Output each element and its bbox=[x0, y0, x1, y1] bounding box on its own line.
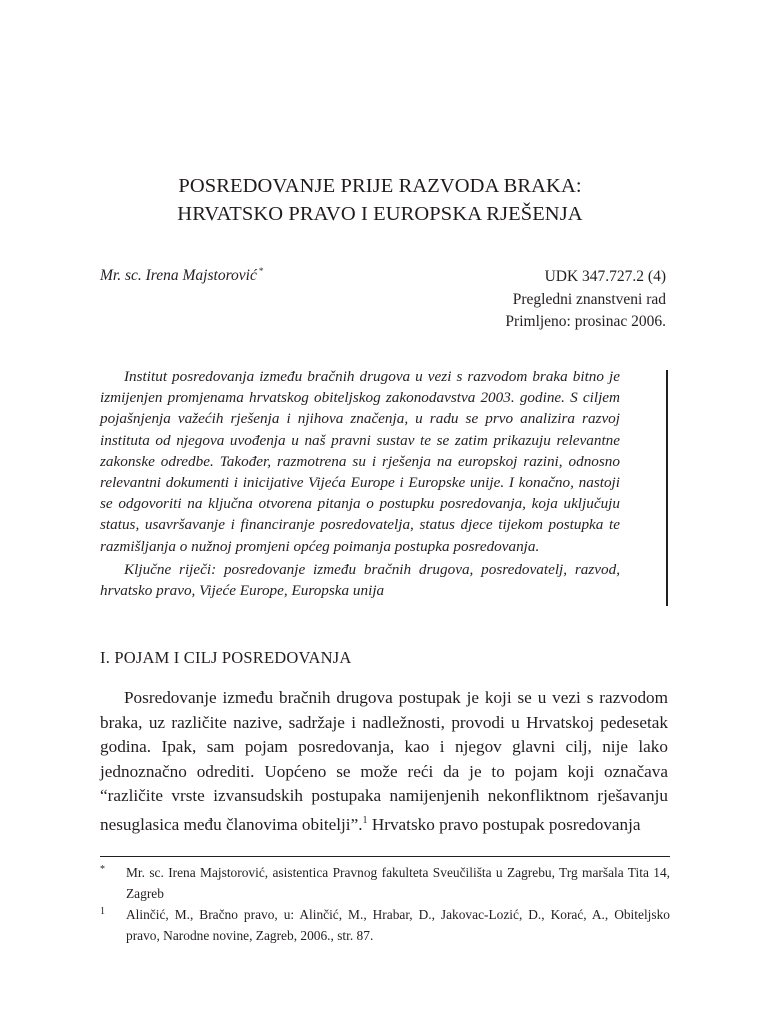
abstract bbox=[100, 366, 620, 601]
footnote-author bbox=[100, 862, 670, 904]
body-paragraph-continuation: Hrvatsko pravo postupak posredovanja bbox=[367, 814, 641, 834]
abstract-side-rule bbox=[666, 370, 668, 606]
author-name: Mr. sc. Irena Majstorović bbox=[100, 267, 257, 284]
footnote-text: Mr. sc. Irena Majstorović, asistentica Pravnog fakulteta Sveučilišta u Zagrebu, Trg maršala Tita 14, Zagreb bbox=[126, 865, 670, 901]
body-paragraph-text: Posredovanje između bračnih drugova postupak je koji se u vezi s razvodom braka, uz različite nazive, sadržaje i nadležnosti, provodi u Hrvatskoj pedesetak godina. Ipak, sam pojam posredovanja, kao i njegov glavni cilj, nije lako jednoznačno odrediti. Uopćeno se može reći da je to pojam koji označava “različite vrste izvansudskih postupaka namijenjenih nekonfliktnom rješavanju nesuglasica među članovima obitelji”. bbox=[100, 688, 668, 834]
footnote-1 bbox=[100, 904, 670, 946]
udk-code: UDK 347.727.2 (4) bbox=[544, 268, 666, 285]
body-paragraph bbox=[100, 686, 668, 838]
article-title-line-1: POSREDOVANJE PRIJE RAZVODA BRAKA: bbox=[178, 175, 582, 197]
article-metadata bbox=[505, 266, 666, 334]
paper-type: Pregledni znanstveni rad bbox=[512, 290, 666, 308]
footnotes bbox=[100, 862, 670, 946]
body-text bbox=[100, 686, 668, 838]
section-heading: I. POJAM I CILJ POSREDOVANJA bbox=[100, 648, 352, 667]
footnote-mark: * bbox=[100, 864, 105, 875]
author-footnote-marker: * bbox=[258, 266, 264, 276]
author-line bbox=[100, 266, 263, 285]
article-title bbox=[90, 172, 670, 228]
footnote-text: Alinčić, M., Bračno pravo, u: Alinčić, M., Hrabar, D., Jakovac-Lozić, D., Korać, A., Obiteljsko pravo, Narodne novine, Zagreb, 2006., str. 87. bbox=[126, 907, 670, 943]
abstract-text: Institut posredovanja između bračnih drugova u vezi s razvodom braka bitno je izmijenjen promjenama hrvatskog obiteljskog zakonodavstva 2003. godine. S ciljem pojašnjenja važećih rješenja i njihova značenja, u radu se prvo analizira razvoj instituta od njegova uvođenja u naš pravni sustav te se zatim prikazuju relevantne zakonske odredbe. Također, razmotrena su i rješenja na europskoj razini, odnosno relevantni dokumenti i inicijative Vijeća Europe i Europske unije. I konačno, nastoji se odgovoriti na ključna otvorena pitanja o postupku posredovanja, koja uključuju status, usavršavanje i financiranje posredovatelja, status djece tijekom postupka te razmišljanja o nužnoj promjeni općeg poimanja postupka posredovanja. bbox=[100, 368, 620, 555]
article-title-line-2: HRVATSKO PRAVO I EUROPSKA RJEŠENJA bbox=[177, 203, 583, 225]
footnote-reference-1[interactable]: 1 bbox=[362, 814, 368, 826]
footnote-mark: 1 bbox=[100, 906, 105, 917]
keywords: Ključne riječi: posredovanje između bračnih drugova, posredovatelj, razvod, hrvatsko pravo, Vijeće Europe, Europska unija bbox=[100, 560, 620, 600]
received-date: Primljeno: prosinac 2006. bbox=[505, 313, 666, 330]
footnote-separator bbox=[100, 856, 670, 857]
